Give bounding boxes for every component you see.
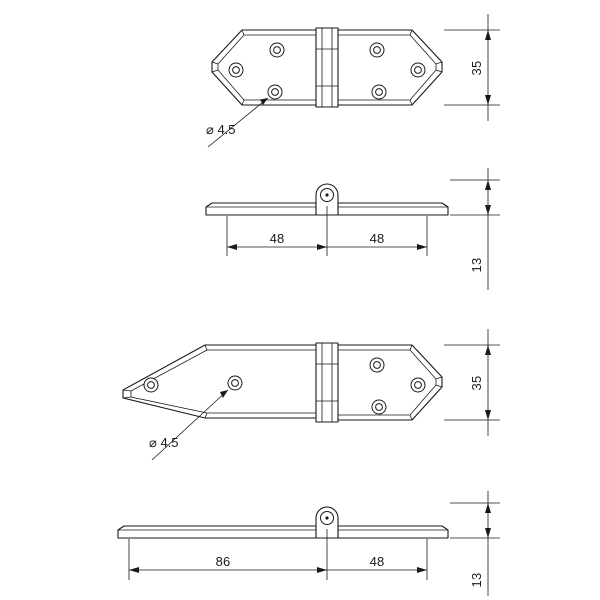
offset-hinge-knuckle [316,343,338,422]
screw-hole [370,43,384,57]
screw-hole [229,63,243,77]
symmetric-hinge-plan-view [206,14,500,147]
hinge-knuckle [316,28,338,107]
screw-hole [372,85,386,99]
dimension-13-bottom [450,491,500,596]
dimension-13-top [450,168,500,290]
screw-hole [228,376,242,390]
screw-hole [411,378,425,392]
dimension-35-bottom [444,329,500,436]
offset-edge-pin-center [325,516,328,519]
hinge-right-leaf-outline [336,30,442,105]
offset-right-leaf-outline [336,345,442,420]
offset-hinge-edge-view [118,491,500,596]
edge-left-plate [206,203,316,215]
diameter-label-top: ⌀ 4.5 [206,122,236,137]
screw-hole [411,63,425,77]
screw-hole [270,43,284,57]
offset-hinge-plan-view [123,329,500,460]
screw-hole [372,400,386,414]
dimension-value-48-left-top: 48 [269,231,285,246]
screw-hole [144,378,158,392]
edge-pin-center [325,193,328,196]
edge-right-plate [338,203,448,215]
diameter-callout-top [206,98,268,147]
dimension-value-35-top: 35 [469,60,484,76]
dimension-value-13-bottom: 13 [469,572,484,588]
dimension-48-bottom [327,539,427,580]
hinge-left-leaf-outline [212,30,318,105]
diameter-label-bottom: ⌀ 4.5 [149,435,179,450]
symmetric-hinge-edge-view [206,168,500,290]
dimension-value-13-top: 13 [469,257,484,273]
offset-edge-left-plate [118,526,316,538]
dimension-value-48-right-top: 48 [369,231,385,246]
dimension-35-top [444,14,500,121]
dimension-48-right-top [327,216,427,256]
dimension-value-35-bottom: 35 [469,375,484,391]
dimension-value-48-bottom: 48 [369,554,385,569]
screw-hole [268,85,282,99]
dimension-value-86-bottom: 86 [215,554,231,569]
offset-edge-right-plate [338,526,448,538]
screw-hole [370,358,384,372]
